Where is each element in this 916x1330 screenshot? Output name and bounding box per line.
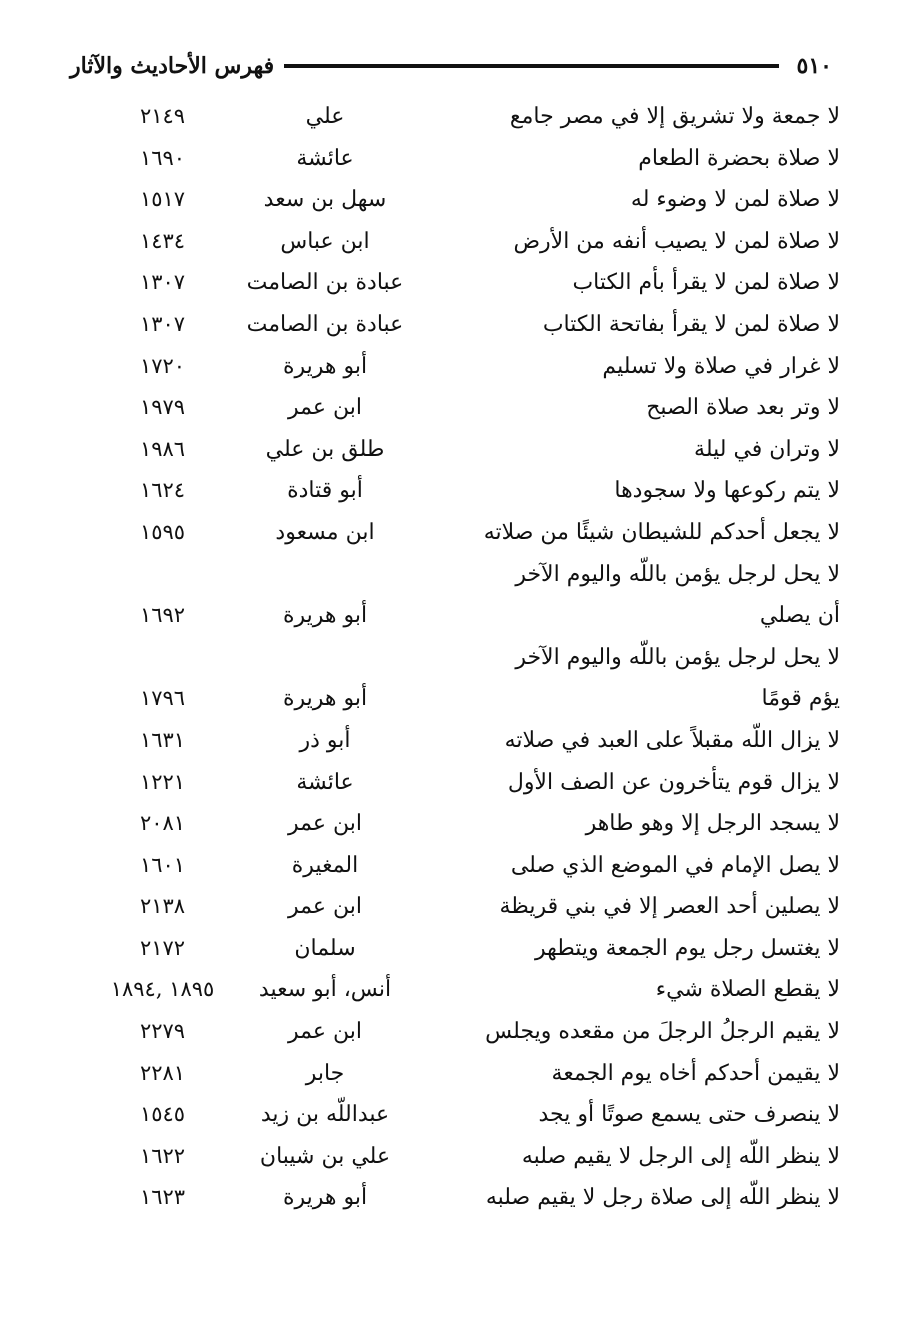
narrator-name: ابن عباس bbox=[280, 228, 370, 254]
reference-number bbox=[95, 554, 230, 596]
index-entry bbox=[95, 179, 840, 221]
reference-number bbox=[95, 637, 230, 679]
page-number: ٥١٠ bbox=[796, 53, 832, 79]
hadith-text: لا غرار في صلاة ولا تسليم bbox=[602, 353, 840, 379]
narrator-name bbox=[230, 554, 420, 596]
narrator-name: عبادة بن الصامت bbox=[246, 311, 404, 337]
hadith-text: لا وتران في ليلة bbox=[694, 436, 840, 462]
reference-number: ٢١٧٢ bbox=[139, 935, 186, 960]
reference-number: ٢١٤٩ bbox=[139, 104, 186, 128]
hadith-text: لا يحل لرجل يؤمن باللّه واليوم الآخر bbox=[515, 561, 840, 587]
hadith-text: لا يقطع الصلاة شيء bbox=[655, 977, 840, 1003]
hadith-text: أن يصلي bbox=[759, 603, 840, 629]
index-entry bbox=[95, 678, 840, 720]
reference-number: ١٦٢٢ bbox=[139, 1143, 186, 1168]
narrator-name: أبو هريرة bbox=[282, 1185, 368, 1211]
index-entry bbox=[95, 387, 840, 429]
reference-number: ١٦٩٠ bbox=[139, 145, 186, 170]
reference-number: ١٦٣١ bbox=[139, 727, 186, 752]
narrator-name: عبادة بن الصامت bbox=[246, 270, 404, 296]
narrator-name: ابن مسعود bbox=[275, 519, 375, 545]
index-entry bbox=[95, 304, 840, 346]
reference-number: ١٦٠١ bbox=[139, 852, 186, 877]
narrator-name: أبو ذر bbox=[299, 727, 351, 753]
narrator-name: المغيرة bbox=[291, 852, 359, 878]
narrator-name: أنس، أبو سعيد bbox=[258, 977, 392, 1003]
index-entry bbox=[95, 138, 840, 180]
hadith-text: لا صلاة بحضرة الطعام bbox=[638, 145, 840, 171]
hadith-text: يؤم قومًا bbox=[761, 686, 840, 712]
index-entry bbox=[95, 429, 840, 471]
hadith-text: لا جمعة ولا تشريق إلا في مصر جامع bbox=[509, 104, 840, 129]
reference-number: ٢٢٧٩ bbox=[139, 1019, 186, 1044]
narrator-name: سلمان bbox=[294, 935, 356, 961]
narrator-name: أبو هريرة bbox=[282, 686, 368, 712]
reference-number: ١٦٢٣ bbox=[139, 1185, 186, 1210]
hadith-index-list bbox=[95, 96, 840, 1219]
narrator-name: ابن عمر bbox=[288, 1019, 362, 1045]
index-entry bbox=[95, 1053, 840, 1095]
reference-number: ٢٢٨١ bbox=[139, 1060, 186, 1085]
narrator-name: أبو هريرة bbox=[282, 353, 368, 379]
index-entry bbox=[95, 512, 840, 554]
reference-number: ١٣٠٧ bbox=[139, 270, 186, 295]
index-entry bbox=[95, 1011, 840, 1053]
index-entry bbox=[95, 346, 840, 388]
hadith-text: لا يزال قوم يتأخرون عن الصف الأول bbox=[507, 769, 840, 795]
hadith-text: لا صلاة لمن لا يصيب أنفه من الأرض bbox=[513, 228, 840, 254]
index-entry bbox=[95, 262, 840, 304]
hadith-text: لا يقيمن أحدكم أخاه يوم الجمعة bbox=[551, 1060, 840, 1086]
reference-number: ١٣٠٧ bbox=[139, 311, 186, 336]
header-rule bbox=[284, 64, 778, 68]
page-header bbox=[70, 46, 832, 86]
reference-number: ١٥٩٥ bbox=[139, 519, 186, 544]
index-entry bbox=[95, 845, 840, 887]
hadith-text: لا صلاة لمن لا يقرأ بأم الكتاب bbox=[572, 270, 840, 296]
index-entry bbox=[95, 969, 840, 1011]
hadith-text: لا ينظر اللّه إلى الرجل لا يقيم صلبه bbox=[521, 1143, 840, 1169]
reference-number: ١٧٢٠ bbox=[139, 353, 186, 378]
narrator-name: أبو هريرة bbox=[282, 603, 368, 629]
index-entry bbox=[95, 928, 840, 970]
hadith-text: لا يجعل أحدكم للشيطان شيئًا من صلاته bbox=[483, 519, 840, 545]
hadith-text: لا يصل الإمام في الموضع الذي صلى bbox=[510, 852, 840, 878]
reference-number: ٢١٣٨ bbox=[139, 894, 186, 919]
narrator-name: علي بن شيبان bbox=[259, 1143, 391, 1169]
narrator-name: ابن عمر bbox=[288, 395, 362, 421]
hadith-text: لا صلاة لمن لا يقرأ بفاتحة الكتاب bbox=[542, 311, 840, 337]
narrator-name bbox=[230, 637, 420, 679]
index-entry bbox=[95, 720, 840, 762]
index-entry bbox=[95, 637, 840, 679]
index-entry bbox=[95, 1094, 840, 1136]
narrator-name: علي bbox=[305, 104, 345, 129]
hadith-text: لا ينصرف حتى يسمع صوتًا أو يجد bbox=[538, 1102, 840, 1128]
reference-number: ١٧٩٦ bbox=[139, 686, 186, 711]
hadith-text: لا يصلين أحد العصر إلا في بني قريظة bbox=[499, 894, 840, 920]
reference-number: ٢٠٨١ bbox=[139, 811, 186, 836]
hadith-text: لا يقيم الرجلُ الرجلَ من مقعده ويجلس bbox=[485, 1019, 840, 1045]
narrator-name: طلق بن علي bbox=[265, 436, 385, 462]
hadith-text: لا وتر بعد صلاة الصبح bbox=[646, 395, 840, 421]
narrator-name: جابر bbox=[305, 1060, 345, 1086]
hadith-text: لا يحل لرجل يؤمن باللّه واليوم الآخر bbox=[515, 644, 840, 670]
index-entry bbox=[95, 595, 840, 637]
narrator-name: عبداللّه بن زيد bbox=[260, 1102, 390, 1128]
hadith-text: لا ينظر اللّه إلى صلاة رجل لا يقيم صلبه bbox=[485, 1185, 840, 1211]
reference-number: ١٢٢١ bbox=[139, 769, 186, 794]
reference-number: ١٨٩٥ ,١٨٩٤ bbox=[110, 977, 215, 1002]
index-entry bbox=[95, 803, 840, 845]
index-entry bbox=[95, 886, 840, 928]
hadith-text: لا يتم ركوعها ولا سجودها bbox=[614, 478, 840, 504]
narrator-name: سهل بن سعد bbox=[263, 187, 387, 213]
index-entry bbox=[95, 221, 840, 263]
reference-number: ١٩٧٩ bbox=[139, 395, 186, 420]
reference-number: ١٦٩٢ bbox=[139, 603, 186, 628]
reference-number: ١٩٨٦ bbox=[139, 436, 186, 461]
narrator-name: ابن عمر bbox=[288, 894, 362, 920]
reference-number: ١٤٣٤ bbox=[139, 228, 186, 253]
reference-number: ١٦٢٤ bbox=[139, 478, 186, 503]
narrator-name: عائشة bbox=[296, 769, 354, 795]
index-entry bbox=[95, 1136, 840, 1178]
page-title: فهرس الأحاديث والآثار bbox=[70, 53, 275, 79]
hadith-text: لا صلاة لمن لا وضوء له bbox=[630, 187, 840, 213]
index-entry bbox=[95, 762, 840, 804]
reference-number: ١٥١٧ bbox=[139, 187, 186, 212]
narrator-name: ابن عمر bbox=[288, 811, 362, 837]
index-entry bbox=[95, 470, 840, 512]
index-entry bbox=[95, 96, 840, 138]
hadith-text: لا يسجد الرجل إلا وهو طاهر bbox=[585, 811, 840, 837]
narrator-name: عائشة bbox=[296, 145, 354, 171]
index-entry bbox=[95, 554, 840, 596]
hadith-text: لا يزال اللّه مقبلاً على العبد في صلاته bbox=[504, 727, 840, 753]
hadith-text: لا يغتسل رجل يوم الجمعة ويتطهر bbox=[534, 935, 840, 961]
index-entry bbox=[95, 1177, 840, 1219]
reference-number: ١٥٤٥ bbox=[139, 1102, 186, 1127]
narrator-name: أبو قتادة bbox=[287, 478, 363, 504]
